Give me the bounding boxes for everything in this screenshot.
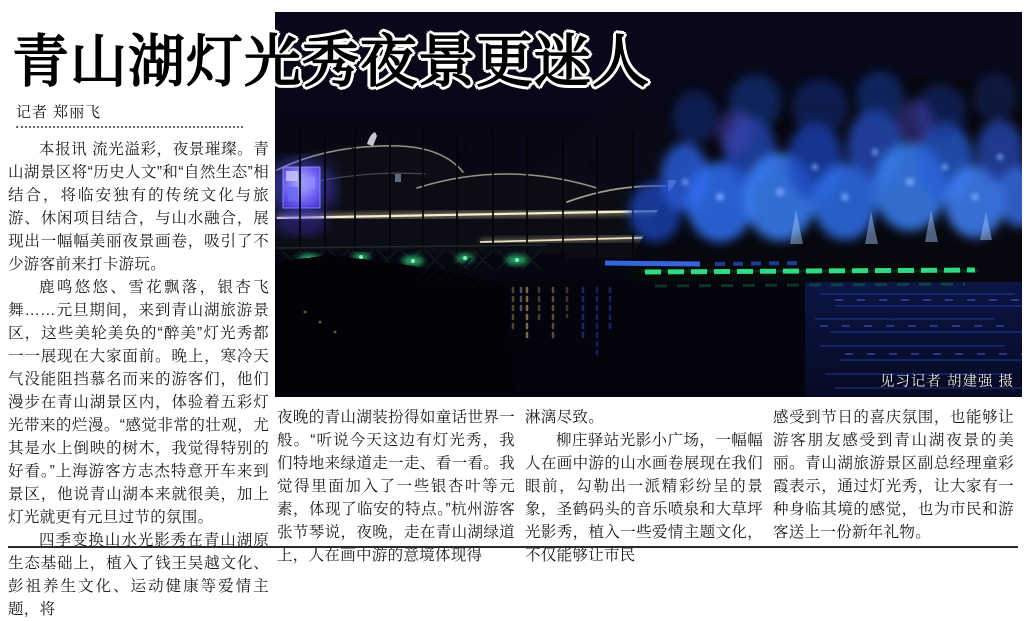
- text-column-1: [8, 138, 269, 618]
- page-bottom-rule: [8, 546, 1018, 548]
- paragraph: 四季变换山水光影秀在青山湖原生态基础上，植入了钱王吴越文化、彭祖养生文化、运动健康等爱情主题，将: [8, 532, 269, 618]
- paragraph: 夜晚的青山湖装扮得如童话世界一般。“听说今天这边有灯光秀，我们特地来绿道走一走、看一看。我觉得里面加入了一些银杏叶等元素，体现了临安的特点。”杭州游客张节琴说，夜晚，走在青山湖绿道上，人在画中游的意境体现得: [277, 409, 515, 564]
- paragraph: 本报讯 流光溢彩，夜景璀璨。青山湖景区将“历史人文”和“自然生态”相结合，将临安独有的传统文化与旅游、休闲项目结合，与山水融合，展现出一幅幅美丽夜景画卷，吸引了不少游客前来打卡游玩。: [8, 141, 269, 273]
- paragraph: 鹿鸣悠悠、雪花飘落，银杏飞舞……元旦期间，来到青山湖旅游景区，这些美轮美奂的“醉美”灯光秀都一一展现在大家面前。晚上，寒冷天气没能阻挡慕名而来的游客们，他们漫步在青山湖景区内，体验着五彩灯光带来的烂漫。“感觉非常的壮观，尤其是水上倒映的树木，我觉得特别的好看。”上海游客方志杰特意开车来到景区，他说青山湖本来就很美，加上灯光就更有元旦过节的氛围。: [8, 279, 269, 526]
- text-column-4: [773, 406, 1014, 548]
- byline-divider: [16, 126, 243, 128]
- photo-caption: 见习记者 胡建强 摄: [879, 374, 1014, 390]
- text-column-2: [277, 406, 515, 564]
- paragraph: 淋漓尽致。: [525, 409, 605, 426]
- paragraph: 柳庄驿站光影小广场，一幅幅人在画中游的山水画卷展现在我们眼前，勾勒出一派精彩纷呈的景象，圣鹤码头的音乐喷泉和大草坪光影秀，植入一些爱情主题文化，不仅能够让市民: [525, 432, 763, 564]
- text-column-3: [525, 406, 763, 564]
- article-headline: 青山湖灯光秀夜景更迷人: [12, 30, 650, 94]
- article-byline: 记者 郑丽飞: [16, 104, 102, 121]
- paragraph: 感受到节日的喜庆氛围，也能够让游客朋友感受到青山湖夜景的美丽。青山湖旅游景区副总经理童彩霞表示，通过灯光秀，让大家有一种身临其境的感觉，也为市民和游客送上一份新年礼物。: [773, 409, 1014, 541]
